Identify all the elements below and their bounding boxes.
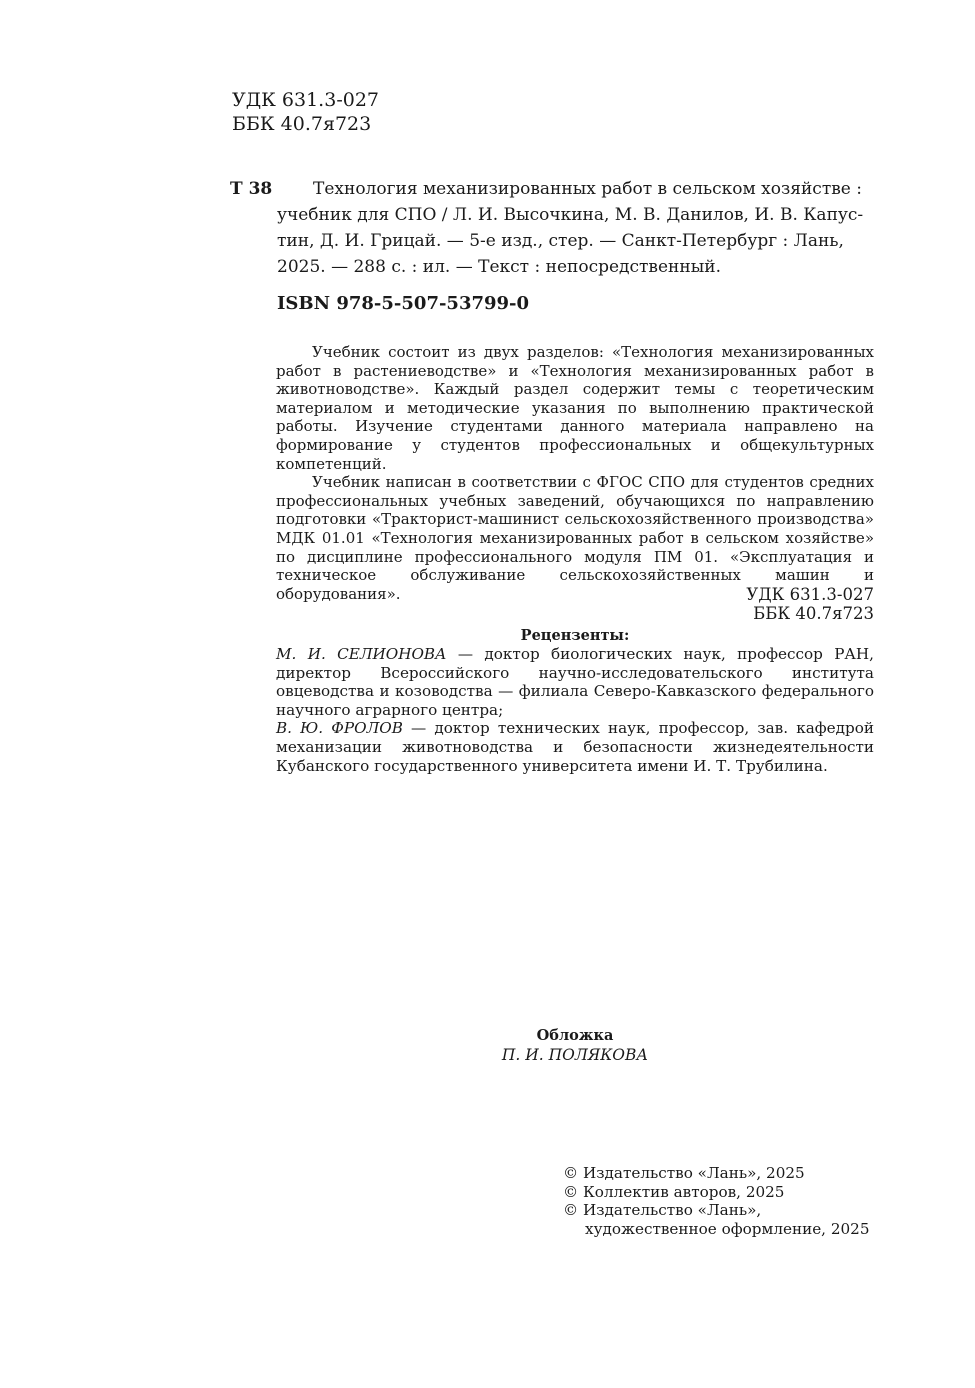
catalog-line: 2025. — 288 с. : ил. — Текст : непосредственный. [277, 257, 721, 277]
bbk-code-right: ББК 40.7я723 [753, 604, 874, 623]
reviewer-name: М. И. СЕЛИОНОВА [276, 645, 447, 663]
reviewers-title: Рецензенты: [520, 627, 630, 644]
cover-title: Обложка [536, 1027, 614, 1044]
reviewer-entry [276, 719, 874, 775]
udk-code-right: УДК 631.3-027 [746, 585, 874, 604]
catalog-line: Технология механизированных работ в сельском хозяйстве : [313, 179, 862, 199]
reviewers-list [276, 645, 874, 775]
header-codes [232, 88, 379, 136]
annotation-paragraph: Учебник состоит из двух разделов: «Технология механизированных работ в растениеводстве» и «Технология механизированных работ в животноводстве». Каждый раздел содержит темы с теоретическим материалом и методические указания по выполнению практической работы. Изучение студентами данного материала направлено на формирование у студентов профессиональных и общекультурных компетенций. [276, 343, 874, 473]
catalog-line: тин, Д. И. Грицай. — 5-е изд., стер. — Санкт-Петербург : Лань, [277, 231, 844, 251]
copyright-line: © Коллектив авторов, 2025 [563, 1182, 785, 1201]
annotation [276, 343, 874, 603]
copyright-line: художественное оформление, 2025 [585, 1219, 870, 1238]
catalog-line: учебник для СПО / Л. И. Высочкина, М. В. Данилов, И. В. Капус- [277, 205, 864, 225]
reviewer-entry [276, 645, 874, 719]
catalog-record [277, 176, 874, 280]
reviewer-name: В. Ю. ФРОЛОВ [276, 719, 403, 738]
cover-designer: П. И. ПОЛЯКОВА [501, 1046, 649, 1064]
reviewer-description: — доктор биологических наук, профессор РАН, директор Всероссийского научно-исследовательского института овцеводства и козоводства — филиала Северо-Кавказского федерального научного аграрного центра; [276, 645, 874, 719]
bbk-code: ББК 40.7я723 [232, 113, 372, 135]
copyright-line: © Издательство «Лань», 2025 [563, 1164, 805, 1182]
copyright-block [563, 1164, 870, 1238]
isbn: ISBN 978-5-507-53799-0 [277, 293, 530, 314]
copyright-line: © Издательство «Лань», [563, 1201, 762, 1219]
udk-code: УДК 631.3-027 [232, 89, 379, 111]
author-mark: Т 38 [230, 179, 273, 199]
annotation-paragraph: Учебник написан в соответствии с ФГОС СПО для студентов средних профессиональных учебных заведений, обучающихся по направлению подготовки «Тракторист-машинист сельскохозяйственного производства» МДК 01.01 «Технология механизированных работ в сельском хозяйстве» по дисциплине профессионального модуля ПМ 01. «Эксплуатация и техническое обслуживание сельскохозяйственных машин и оборудования». [276, 473, 874, 603]
codes-right [600, 585, 874, 623]
reviewer-description: — доктор технических наук, профессор, зав. кафедрой механизации животноводства и безопасности жизнедеятельности Кубанского государственного университета имени И. Т. Трубилина. [276, 719, 874, 775]
